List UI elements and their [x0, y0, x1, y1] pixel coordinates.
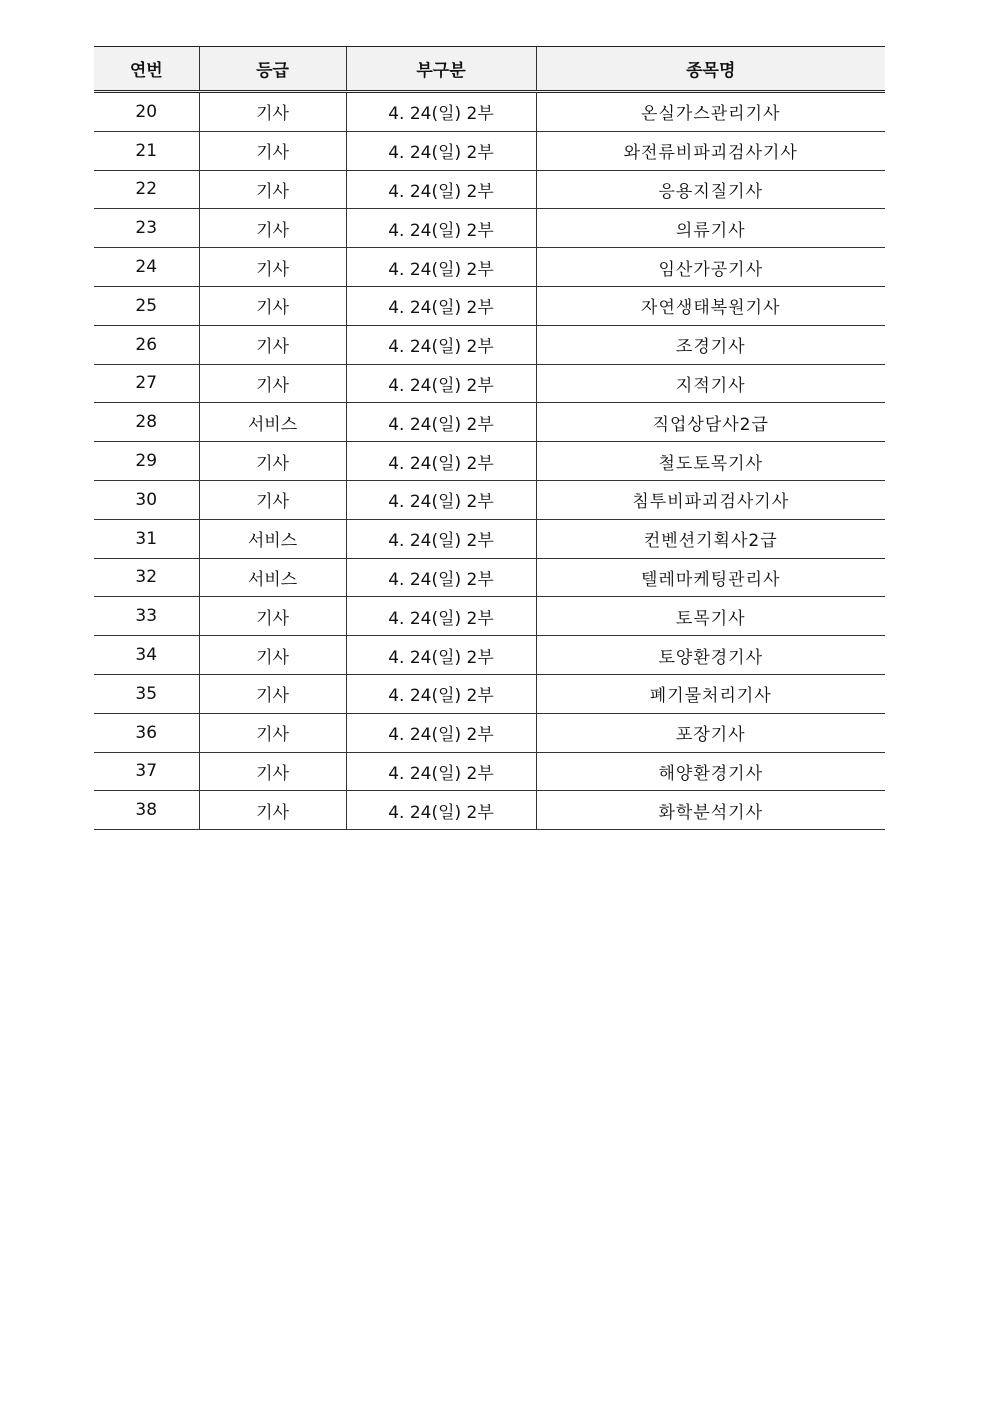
cell-exam-name: 조경기사	[536, 325, 885, 364]
cell-serial-number: 38	[94, 791, 199, 830]
table-row	[94, 713, 885, 752]
cell-serial-number: 21	[94, 131, 199, 170]
cell-session: 4. 24(일) 2부	[346, 636, 536, 675]
cell-exam-name: 텔레마케팅관리사	[536, 558, 885, 597]
table-row	[94, 92, 885, 132]
cell-grade: 기사	[199, 480, 346, 519]
header-exam-name: 종목명	[536, 47, 885, 92]
cell-serial-number: 32	[94, 558, 199, 597]
cell-exam-name: 화학분석기사	[536, 791, 885, 830]
cell-grade: 서비스	[199, 558, 346, 597]
cell-exam-name: 포장기사	[536, 713, 885, 752]
exam-schedule-table	[94, 46, 885, 830]
cell-serial-number: 36	[94, 713, 199, 752]
cell-grade: 기사	[199, 325, 346, 364]
cell-session: 4. 24(일) 2부	[346, 442, 536, 481]
cell-exam-name: 토목기사	[536, 597, 885, 636]
cell-grade: 서비스	[199, 403, 346, 442]
cell-session: 4. 24(일) 2부	[346, 248, 536, 287]
table-row	[94, 636, 885, 675]
cell-grade: 기사	[199, 713, 346, 752]
cell-exam-name: 와전류비파괴검사기사	[536, 131, 885, 170]
cell-session: 4. 24(일) 2부	[346, 713, 536, 752]
cell-serial-number: 26	[94, 325, 199, 364]
cell-session: 4. 24(일) 2부	[346, 791, 536, 830]
cell-serial-number: 35	[94, 674, 199, 713]
cell-grade: 기사	[199, 752, 346, 791]
cell-session: 4. 24(일) 2부	[346, 480, 536, 519]
cell-exam-name: 토양환경기사	[536, 636, 885, 675]
cell-exam-name: 컨벤션기획사2급	[536, 519, 885, 558]
cell-session: 4. 24(일) 2부	[346, 131, 536, 170]
table-row	[94, 791, 885, 830]
cell-serial-number: 22	[94, 170, 199, 209]
table-row	[94, 286, 885, 325]
table-row	[94, 248, 885, 287]
cell-session: 4. 24(일) 2부	[346, 752, 536, 791]
cell-session: 4. 24(일) 2부	[346, 674, 536, 713]
cell-session: 4. 24(일) 2부	[346, 286, 536, 325]
cell-grade: 기사	[199, 131, 346, 170]
cell-grade: 기사	[199, 442, 346, 481]
cell-exam-name: 해양환경기사	[536, 752, 885, 791]
cell-grade: 기사	[199, 209, 346, 248]
cell-session: 4. 24(일) 2부	[346, 209, 536, 248]
cell-serial-number: 37	[94, 752, 199, 791]
cell-session: 4. 24(일) 2부	[346, 403, 536, 442]
cell-exam-name: 침투비파괴검사기사	[536, 480, 885, 519]
header-row	[94, 47, 885, 92]
cell-grade: 기사	[199, 597, 346, 636]
cell-exam-name: 응용지질기사	[536, 170, 885, 209]
cell-exam-name: 철도토목기사	[536, 442, 885, 481]
header-grade: 등급	[199, 47, 346, 92]
cell-grade: 기사	[199, 674, 346, 713]
table-row	[94, 519, 885, 558]
table-row	[94, 480, 885, 519]
table-row	[94, 403, 885, 442]
cell-exam-name: 임산가공기사	[536, 248, 885, 287]
cell-session: 4. 24(일) 2부	[346, 597, 536, 636]
table-row	[94, 597, 885, 636]
cell-serial-number: 28	[94, 403, 199, 442]
cell-session: 4. 24(일) 2부	[346, 325, 536, 364]
cell-serial-number: 24	[94, 248, 199, 287]
cell-exam-name: 직업상담사2급	[536, 403, 885, 442]
cell-grade: 기사	[199, 636, 346, 675]
cell-grade: 기사	[199, 92, 346, 132]
cell-exam-name: 온실가스관리기사	[536, 92, 885, 132]
cell-session: 4. 24(일) 2부	[346, 558, 536, 597]
cell-grade: 기사	[199, 791, 346, 830]
cell-serial-number: 31	[94, 519, 199, 558]
table-body	[94, 92, 885, 830]
cell-grade: 기사	[199, 170, 346, 209]
table-row	[94, 364, 885, 403]
cell-session: 4. 24(일) 2부	[346, 170, 536, 209]
cell-session: 4. 24(일) 2부	[346, 92, 536, 132]
table-row	[94, 325, 885, 364]
table-row	[94, 209, 885, 248]
cell-session: 4. 24(일) 2부	[346, 364, 536, 403]
cell-grade: 기사	[199, 286, 346, 325]
cell-exam-name: 폐기물처리기사	[536, 674, 885, 713]
cell-serial-number: 33	[94, 597, 199, 636]
table-row	[94, 170, 885, 209]
table-row	[94, 558, 885, 597]
cell-serial-number: 23	[94, 209, 199, 248]
cell-session: 4. 24(일) 2부	[346, 519, 536, 558]
cell-serial-number: 30	[94, 480, 199, 519]
table-row	[94, 752, 885, 791]
cell-serial-number: 34	[94, 636, 199, 675]
cell-exam-name: 지적기사	[536, 364, 885, 403]
cell-serial-number: 29	[94, 442, 199, 481]
table-row	[94, 131, 885, 170]
cell-grade: 기사	[199, 248, 346, 287]
cell-serial-number: 25	[94, 286, 199, 325]
table-row	[94, 674, 885, 713]
cell-exam-name: 의류기사	[536, 209, 885, 248]
table-header	[94, 47, 885, 92]
table-row	[94, 442, 885, 481]
cell-grade: 서비스	[199, 519, 346, 558]
cell-serial-number: 27	[94, 364, 199, 403]
header-session: 부구분	[346, 47, 536, 92]
cell-serial-number: 20	[94, 92, 199, 132]
cell-exam-name: 자연생태복원기사	[536, 286, 885, 325]
header-serial-number: 연번	[94, 47, 199, 92]
cell-grade: 기사	[199, 364, 346, 403]
